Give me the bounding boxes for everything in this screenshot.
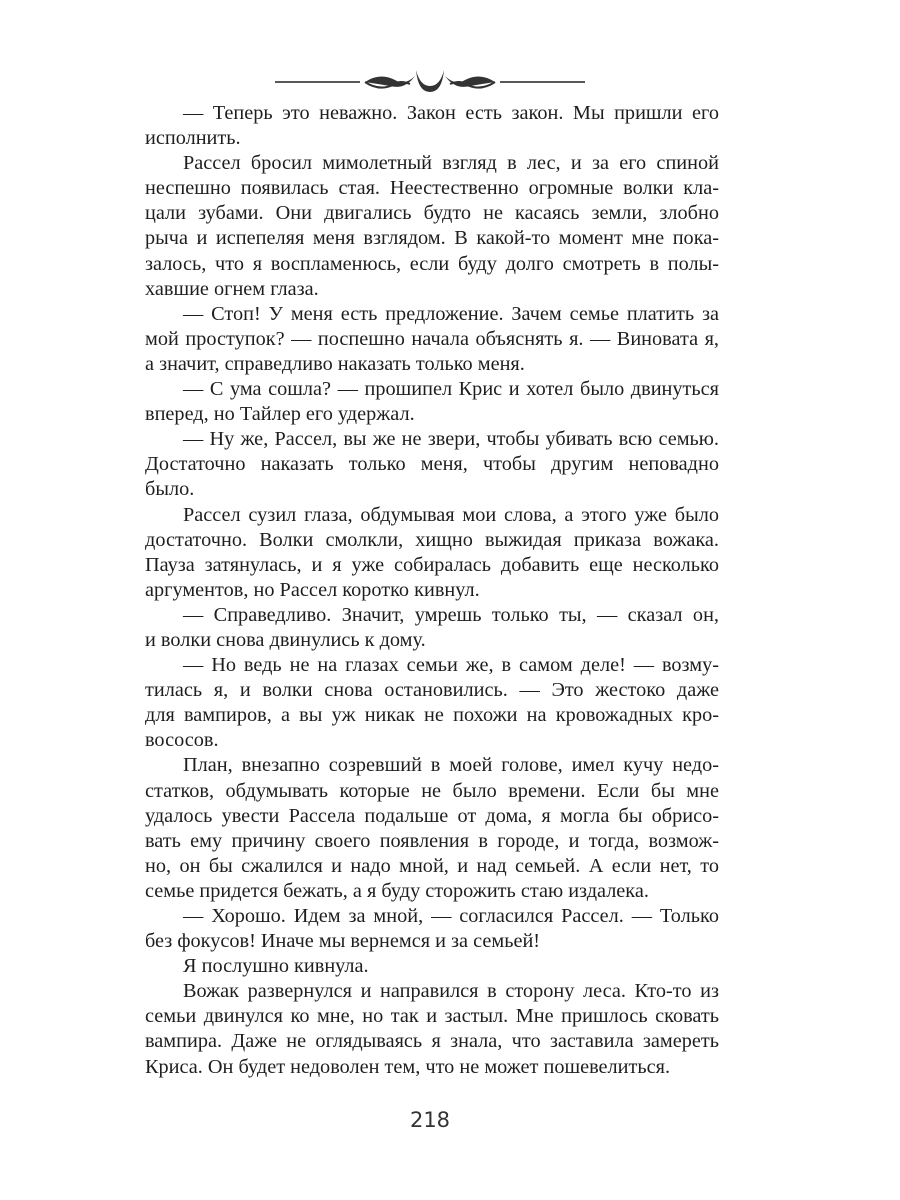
text-line: — Теперь это неважно. Закон есть закон. Мы пришли его (183, 102, 719, 124)
text-line: статков, обдумывать которые не было времени. Если бы мне (145, 779, 719, 802)
text-line: — С ума сошла? — прошипел Крис и хотел было двинуться (183, 378, 719, 401)
text-line: достаточно. Волки смолкли, хищно выжидая приказа вожака. (145, 528, 719, 551)
page-number: 218 (409, 1108, 451, 1132)
body-text (145, 101, 719, 1080)
text-line: вперед, но Тайлер его удержал. (145, 403, 415, 426)
text-line: План, внезапно созревший в моей голове, имел кучу недо- (183, 754, 719, 777)
text-line: Вожак развернулся и направился в сторону леса. Кто-то из (183, 980, 719, 1003)
text-line: а значит, справедливо наказать только меня. (145, 352, 525, 375)
text-line: удалось увести Рассела подальше от дома, я могла бы обрисо- (145, 804, 719, 827)
paragraph (145, 753, 719, 904)
text-line: — Ну же, Рассел, вы же не звери, чтобы убивать всю семью. (183, 428, 719, 451)
paragraph (145, 151, 719, 302)
text-line: тилась я, и волки снова остановились. — Это жестоко даже (145, 679, 719, 702)
paragraph (145, 377, 719, 427)
paragraph (145, 904, 719, 954)
text-line: залось, что я воспламенюсь, если буду долго смотреть в полы- (145, 252, 719, 275)
text-line: хавшие огнем глаза. (145, 277, 319, 300)
text-line: вать ему причину своего появления в городе, и тогда, возмож- (145, 829, 719, 852)
text-line: аргументов, но Рассел коротко кивнул. (145, 578, 480, 601)
paragraph (145, 979, 719, 1079)
text-line: — Но ведь не на глазах семьи же, в самом деле! — возму- (183, 654, 719, 677)
text-line: для вампиров, а вы уж никак не похожи на кровожадных кро- (145, 704, 719, 727)
text-line: — Хорошо. Идем за мной, — согласился Рассел. — Только (183, 905, 719, 927)
text-line: Рассел бросил мимолетный взгляд в лес, и за его спиной (183, 152, 719, 175)
text-line: Криса. Он будет недоволен тем, что не может пошевелиться. (145, 1055, 671, 1078)
text-line: рыча и испепеляя меня взглядом. В какой-то момент мне пока- (145, 227, 719, 250)
text-line: Пауза затянулась, и я уже собиралась добавить еще несколько (145, 553, 719, 576)
text-line: мой проступок? — поспешно начала объяснять я. — Виновата я, (145, 327, 719, 350)
text-line: семьи двинулся ко мне, но так и застыл. Мне пришлось сковать (145, 1005, 719, 1028)
text-line: Достаточно наказать только меня, чтобы другим неповадно (145, 453, 719, 476)
text-line: было. (145, 478, 195, 501)
paragraph (145, 603, 719, 653)
text-line: вампира. Даже не оглядываясь я знала, что заставила замереть (145, 1030, 719, 1053)
text-line: и волки снова двинулись к дому. (145, 628, 426, 651)
paragraph (145, 653, 719, 753)
paragraph (145, 302, 719, 377)
text-line: Я послушно кивнула. (183, 955, 369, 978)
text-line: исполнить. (145, 127, 241, 150)
text-line: но, он бы сжалился и надо мной, и над семьей. А если нет, то (145, 854, 719, 877)
text-line: семье придется бежать, а я буду сторожить стаю издалека. (145, 879, 649, 902)
text-line: Рассел сузил глаза, обдумывая мои слова, а этого уже было (183, 503, 719, 526)
text-line: цали зубами. Они двигались будто не касаясь земли, злобно (145, 202, 719, 225)
paragraph (145, 427, 719, 502)
paragraph (145, 101, 719, 151)
text-line: без фокусов! Иначе мы вернемся и за семьей! (145, 930, 541, 953)
paragraph (145, 503, 719, 603)
ornament-divider-icon (270, 62, 590, 96)
text-line: неспешно появилась стая. Неестественно огромные волки кла- (145, 177, 719, 200)
text-line: — Стоп! У меня есть предложение. Зачем семье платить за (183, 302, 719, 325)
text-line: — Справедливо. Значит, умрешь только ты, — сказал он, (183, 603, 719, 626)
paragraph (145, 954, 719, 979)
text-line: вососов. (145, 729, 219, 752)
